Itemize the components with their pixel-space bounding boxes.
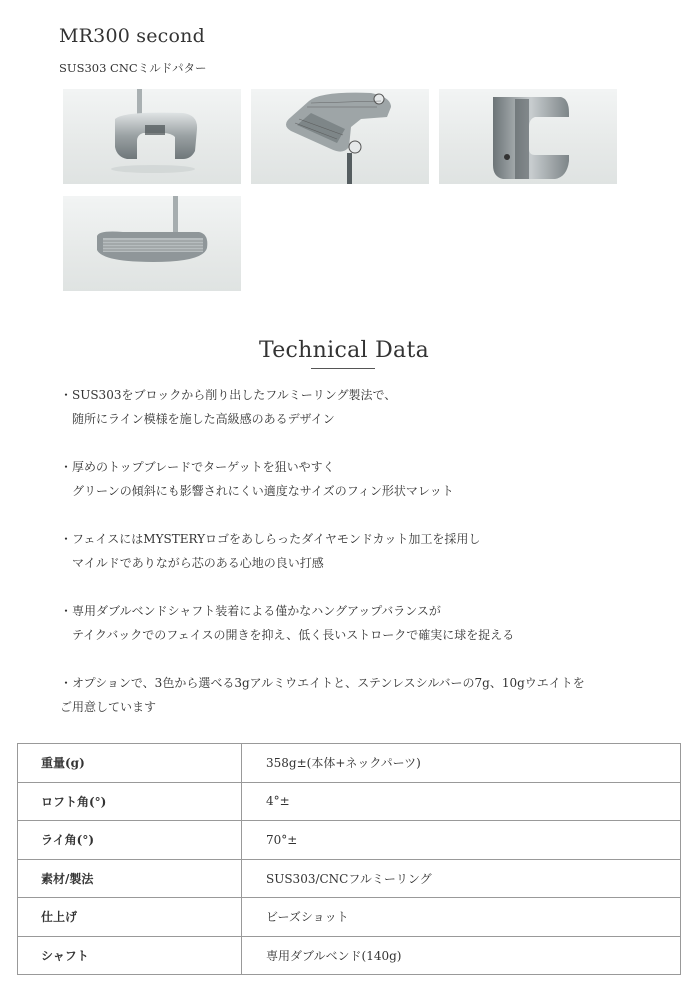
technical-bullets (60, 383, 642, 743)
spec-value: ビーズショット (242, 898, 681, 937)
technical-data-heading: Technical Data (258, 338, 430, 363)
table-row (18, 936, 681, 975)
bullet-line: ・厚めのトップブレードでターゲットを狙いやすく (60, 460, 335, 474)
table-row (18, 898, 681, 937)
bullet-line: テイクバックでのフェイスの開きを抑え、低く長いストロークで確実に球を捉える (72, 628, 515, 642)
putter-top-image (251, 89, 429, 184)
putter-back-image (439, 89, 617, 184)
putter-photo-top[interactable] (251, 89, 429, 184)
bullet-line: 随所にライン模様を施した高級感のあるデザイン (72, 412, 335, 426)
putter-photo-face[interactable] (63, 196, 241, 291)
bullet-item (60, 455, 642, 503)
spec-label: シャフト (18, 936, 242, 975)
bullet-line: ご用意しています (60, 700, 157, 714)
bullet-item (60, 383, 642, 431)
bullet-item (60, 599, 642, 647)
spec-value: 4°± (242, 782, 681, 821)
spec-label: ライ角(°) (18, 821, 242, 860)
bullet-line: グリーンの傾斜にも影響されにくい適度なサイズのフィン形状マレット (72, 484, 454, 498)
putter-face-image (63, 196, 241, 291)
bullet-line: ・フェイスにはMYSTERYロゴをあしらったダイヤモンドカット加工を採用し (60, 532, 481, 546)
putter-photo-front[interactable] (63, 89, 241, 184)
spec-label: 素材/製法 (18, 859, 242, 898)
spec-table (17, 743, 681, 975)
bullet-line: ・オプションで、3色から選べる3gアルミウエイトと、ステンレスシルバーの7g、10gウエイトを (60, 676, 585, 690)
table-row (18, 782, 681, 821)
bullet-item (60, 671, 642, 719)
table-row (18, 821, 681, 860)
heading-underline (311, 368, 375, 369)
table-row (18, 859, 681, 898)
spec-label: 重量(g) (18, 744, 242, 783)
bullet-line: ・専用ダブルベンドシャフト装着による僅かなハングアップバランスが (60, 604, 441, 618)
spec-value: 358g±(本体+ネックパーツ) (242, 744, 681, 783)
spec-label: ロフト角(°) (18, 782, 242, 821)
bullet-line: ・SUS303をブロックから削り出したフルミーリング製法で、 (60, 388, 397, 402)
product-subtitle: SUS303 CNCミルドパター (59, 61, 207, 75)
putter-photo-back[interactable] (439, 89, 617, 184)
spec-label: 仕上げ (18, 898, 242, 937)
table-row (18, 744, 681, 783)
spec-value: 70°± (242, 821, 681, 860)
putter-front-image (63, 89, 241, 184)
bullet-line: マイルドでありながら芯のある心地の良い打感 (72, 556, 324, 570)
spec-value: 専用ダブルベンド(140g) (242, 936, 681, 975)
product-title: MR300 second (59, 25, 205, 47)
spec-value: SUS303/CNCフルミーリング (242, 859, 681, 898)
bullet-item (60, 527, 642, 575)
